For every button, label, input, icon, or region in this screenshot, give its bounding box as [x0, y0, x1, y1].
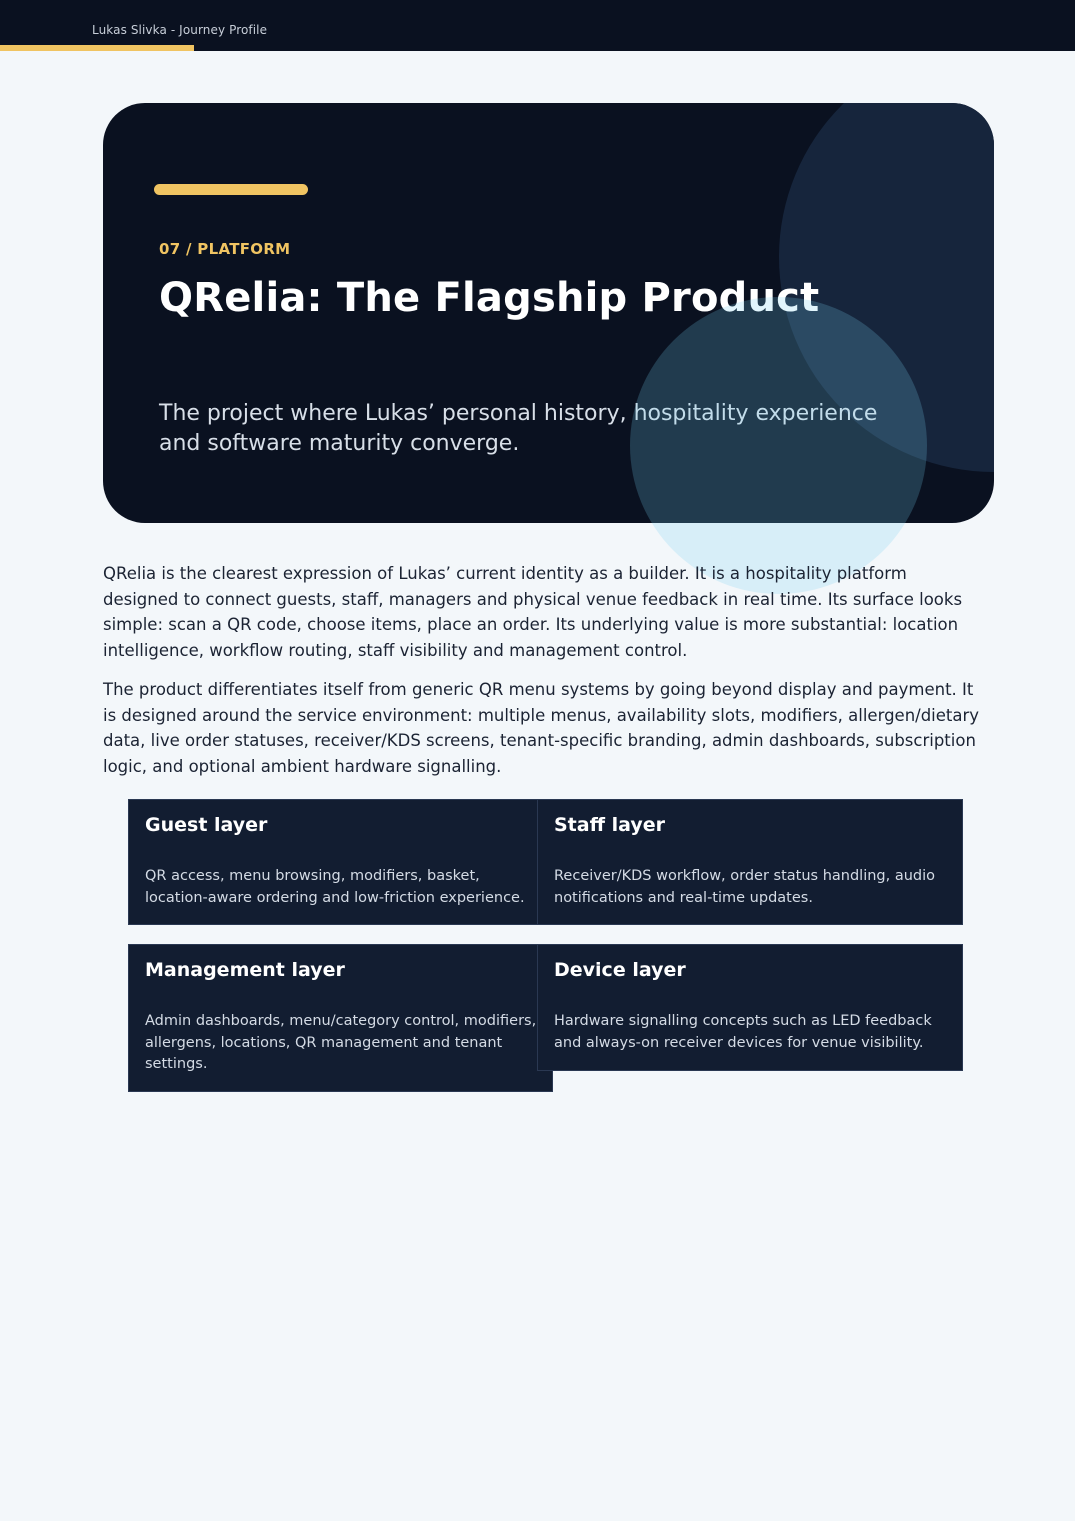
intro-paragraph: QRelia is the clearest expression of Lukas’ current identity as a builder. It is a hospitality platform designed to connect guests, staff, managers and physical venue feedback in real time. Its surface looks simple: scan a QR code, choose items, place an order. Its underlying value is more substantial: location intelligence, workflow routing, staff visibility and management control. [103, 564, 963, 660]
card-title: Management layer [145, 959, 345, 981]
card-title: Staff layer [554, 814, 665, 836]
differentiation-paragraph: The product differentiates itself from generic QR menu systems by going beyond display and payment. It is designed around the service environment: multiple menus, availability slots, modifiers, allergen/dietary data, live order statuses, receiver/KDS screens, tenant-specific branding, admin dashboards, subscription logic, and optional ambient hardware signalling. [103, 680, 980, 776]
guest-layer-card [128, 799, 553, 925]
decorative-circle-small [630, 297, 927, 594]
page-header-bar [0, 0, 1075, 51]
hero-subtitle: The project where Lukas’ personal history, hospitality experience and software maturity converge. [159, 401, 878, 456]
card-title: Device layer [554, 959, 686, 981]
card-title: Guest layer [145, 814, 268, 836]
document-title: Lukas Slivka - Journey Profile [92, 23, 268, 37]
header-accent-stripe [0, 45, 194, 51]
card-description: Receiver/KDS workflow, order status handling, audio notifications and real-time updates. [554, 868, 936, 906]
card-description: QR access, menu browsing, modifiers, basket, location-aware ordering and low-friction experience. [145, 868, 525, 906]
card-description: Admin dashboards, menu/category control, modifiers, allergens, locations, QR management and tenant settings. [145, 1013, 537, 1072]
page-title: QRelia: The Flagship Product [159, 275, 820, 321]
management-layer-card [128, 944, 553, 1092]
device-layer-card [537, 944, 963, 1071]
hero-accent-bar [154, 184, 308, 195]
section-label: 07 / PLATFORM [159, 240, 291, 258]
staff-layer-card [537, 799, 963, 925]
card-description: Hardware signalling concepts such as LED feedback and always-on receiver devices for venue visibility. [554, 1013, 932, 1051]
